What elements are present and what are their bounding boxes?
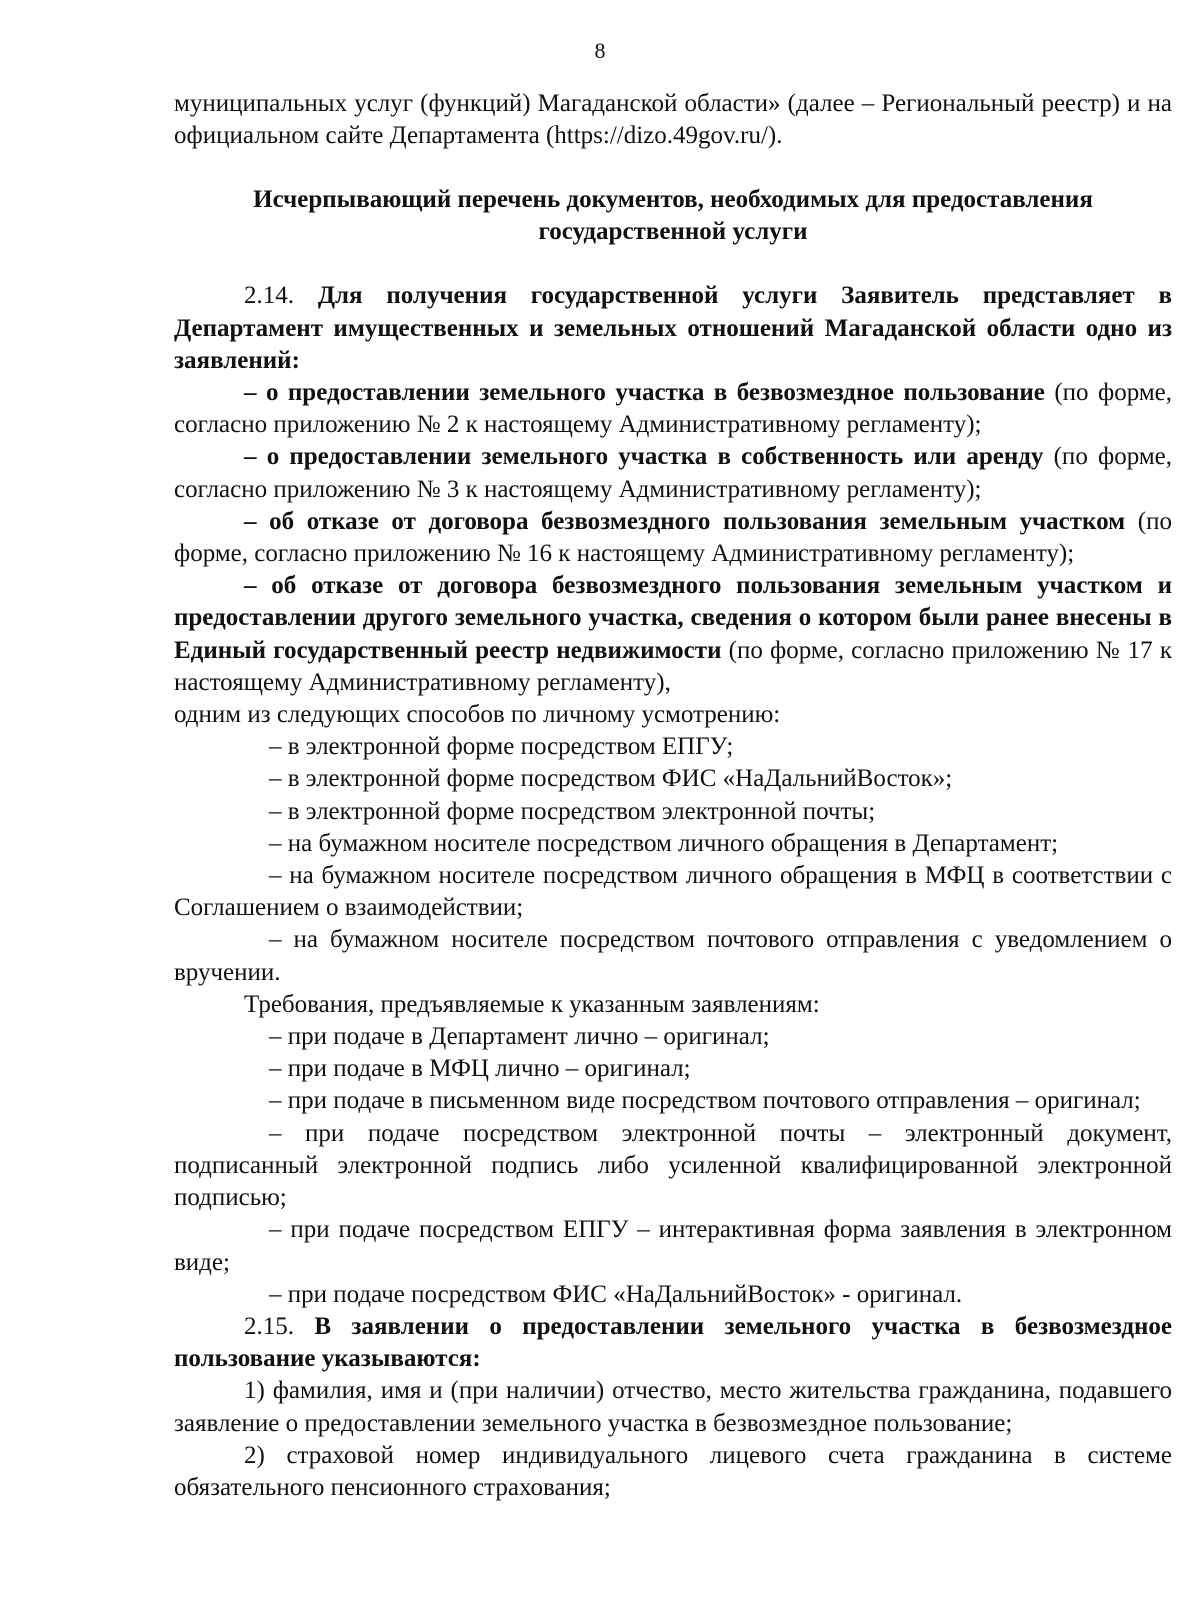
clause-2-15-title: В заявлении о предоставлении земельного участка в безвозмездное пользование указываются: bbox=[174, 1312, 1173, 1373]
submission-way-item: – на бумажном носителе посредством почтового отправления с уведомлением о вручении. bbox=[174, 926, 1172, 986]
requirement-item: – при подаче посредством электронной почты – электронный документ, подписанный электронной подпись либо усиленной квалифицированной электронной подписью; bbox=[174, 1119, 1172, 1212]
application-type-form: (по форме, согласно приложению № 2 к настоящему Административному регламенту); bbox=[174, 379, 1172, 439]
requirement-item: – при подаче в МФЦ лично – оригинал; bbox=[269, 1055, 691, 1083]
application-type-title: – об отказе от договора безвозмездного пользования земельным участком bbox=[244, 507, 1126, 535]
requirement-item: – при подаче посредством ЕПГУ – интерактивная форма заявления в электронном виде; bbox=[174, 1216, 1172, 1276]
application-type-item bbox=[174, 377, 1172, 441]
application-type-title: – о предоставлении земельного участка в собственность или аренду bbox=[244, 443, 1044, 471]
application-type-form: (по форме, согласно приложению № 3 к настоящему Административному регламенту); bbox=[174, 443, 1172, 503]
submission-way-item: – на бумажном носителе посредством личного обращения в Департамент; bbox=[269, 829, 1059, 857]
section-heading bbox=[174, 184, 1172, 248]
clause-2-14 bbox=[174, 280, 1172, 377]
submission-way-item: – на бумажном носителе посредством личного обращения в МФЦ в соответствии с Соглашением о взаимодействии; bbox=[174, 862, 1172, 922]
submission-way-item: – в электронной форме посредством ФИС «НаДальнийВосток»; bbox=[269, 765, 953, 793]
clause-2-15-number: 2.15. bbox=[244, 1312, 294, 1340]
clause-2-15 bbox=[174, 1311, 1172, 1375]
submission-way-item: – в электронной форме посредством ЕПГУ; bbox=[269, 733, 734, 761]
application-type-title: – о предоставлении земельного участка в безвозмездное пользование bbox=[244, 379, 1045, 407]
clause-2-15-item: 2) страховой номер индивидуального лицевого счета гражданина в системе обязательного пенсионного страхования; bbox=[174, 1441, 1172, 1501]
requirements-intro: Требования, предъявляемые к указанным заявлениям: bbox=[244, 990, 820, 1018]
application-type-form: (по форме, согласно приложению № 16 к настоящему Административному регламенту); bbox=[174, 507, 1172, 568]
application-type-item bbox=[174, 506, 1172, 570]
submission-way-item: – в электронной форме посредством электронной почты; bbox=[269, 797, 876, 825]
page-number: 8 bbox=[594, 38, 606, 63]
requirement-item: – при подаче посредством ФИС «НаДальнийВосток» - оригинал. bbox=[269, 1280, 963, 1308]
intro-paragraph: муниципальных услуг (функций) Магаданской области» (далее – Региональный реестр) и на официальном сайте Департамента (https://dizo.49gov.ru/). bbox=[174, 90, 1172, 150]
requirement-item: – при подаче в письменном виде посредством почтового отправления – оригинал; bbox=[269, 1087, 1141, 1115]
clause-2-14-number: 2.14. bbox=[244, 282, 294, 310]
submission-ways-intro: одним из следующих способов по личному усмотрению: bbox=[174, 701, 781, 729]
application-type-item bbox=[174, 570, 1172, 699]
requirement-item: – при подаче в Департамент лично – оригинал; bbox=[269, 1023, 770, 1051]
clause-2-14-title: Для получения государственной услуги Заявитель представляет в Департамент имущественных и земельных отношений Магаданской области одно из заявлений: bbox=[174, 282, 1173, 374]
application-type-item bbox=[174, 441, 1172, 505]
section-heading-line-2: государственной услуги bbox=[538, 218, 808, 246]
application-type-form: (по форме, согласно приложению № 17 к настоящему Административному регламенту), bbox=[174, 636, 1172, 696]
section-heading-line-1: Исчерпывающий перечень документов, необходимых для предоставления bbox=[253, 186, 1093, 214]
document-body bbox=[174, 88, 1172, 1504]
clause-2-15-item: 1) фамилия, имя и (при наличии) отчество, место жительства гражданина, подавшего заявление о предоставлении земельного участка в безвозмездное пользование; bbox=[174, 1377, 1172, 1437]
application-type-title: – об отказе от договора безвозмездного пользования земельным участком и предоставлении другого земельного участка, сведения о котором были ранее внесены в Единый государственный реестр недвижимости bbox=[174, 572, 1172, 664]
